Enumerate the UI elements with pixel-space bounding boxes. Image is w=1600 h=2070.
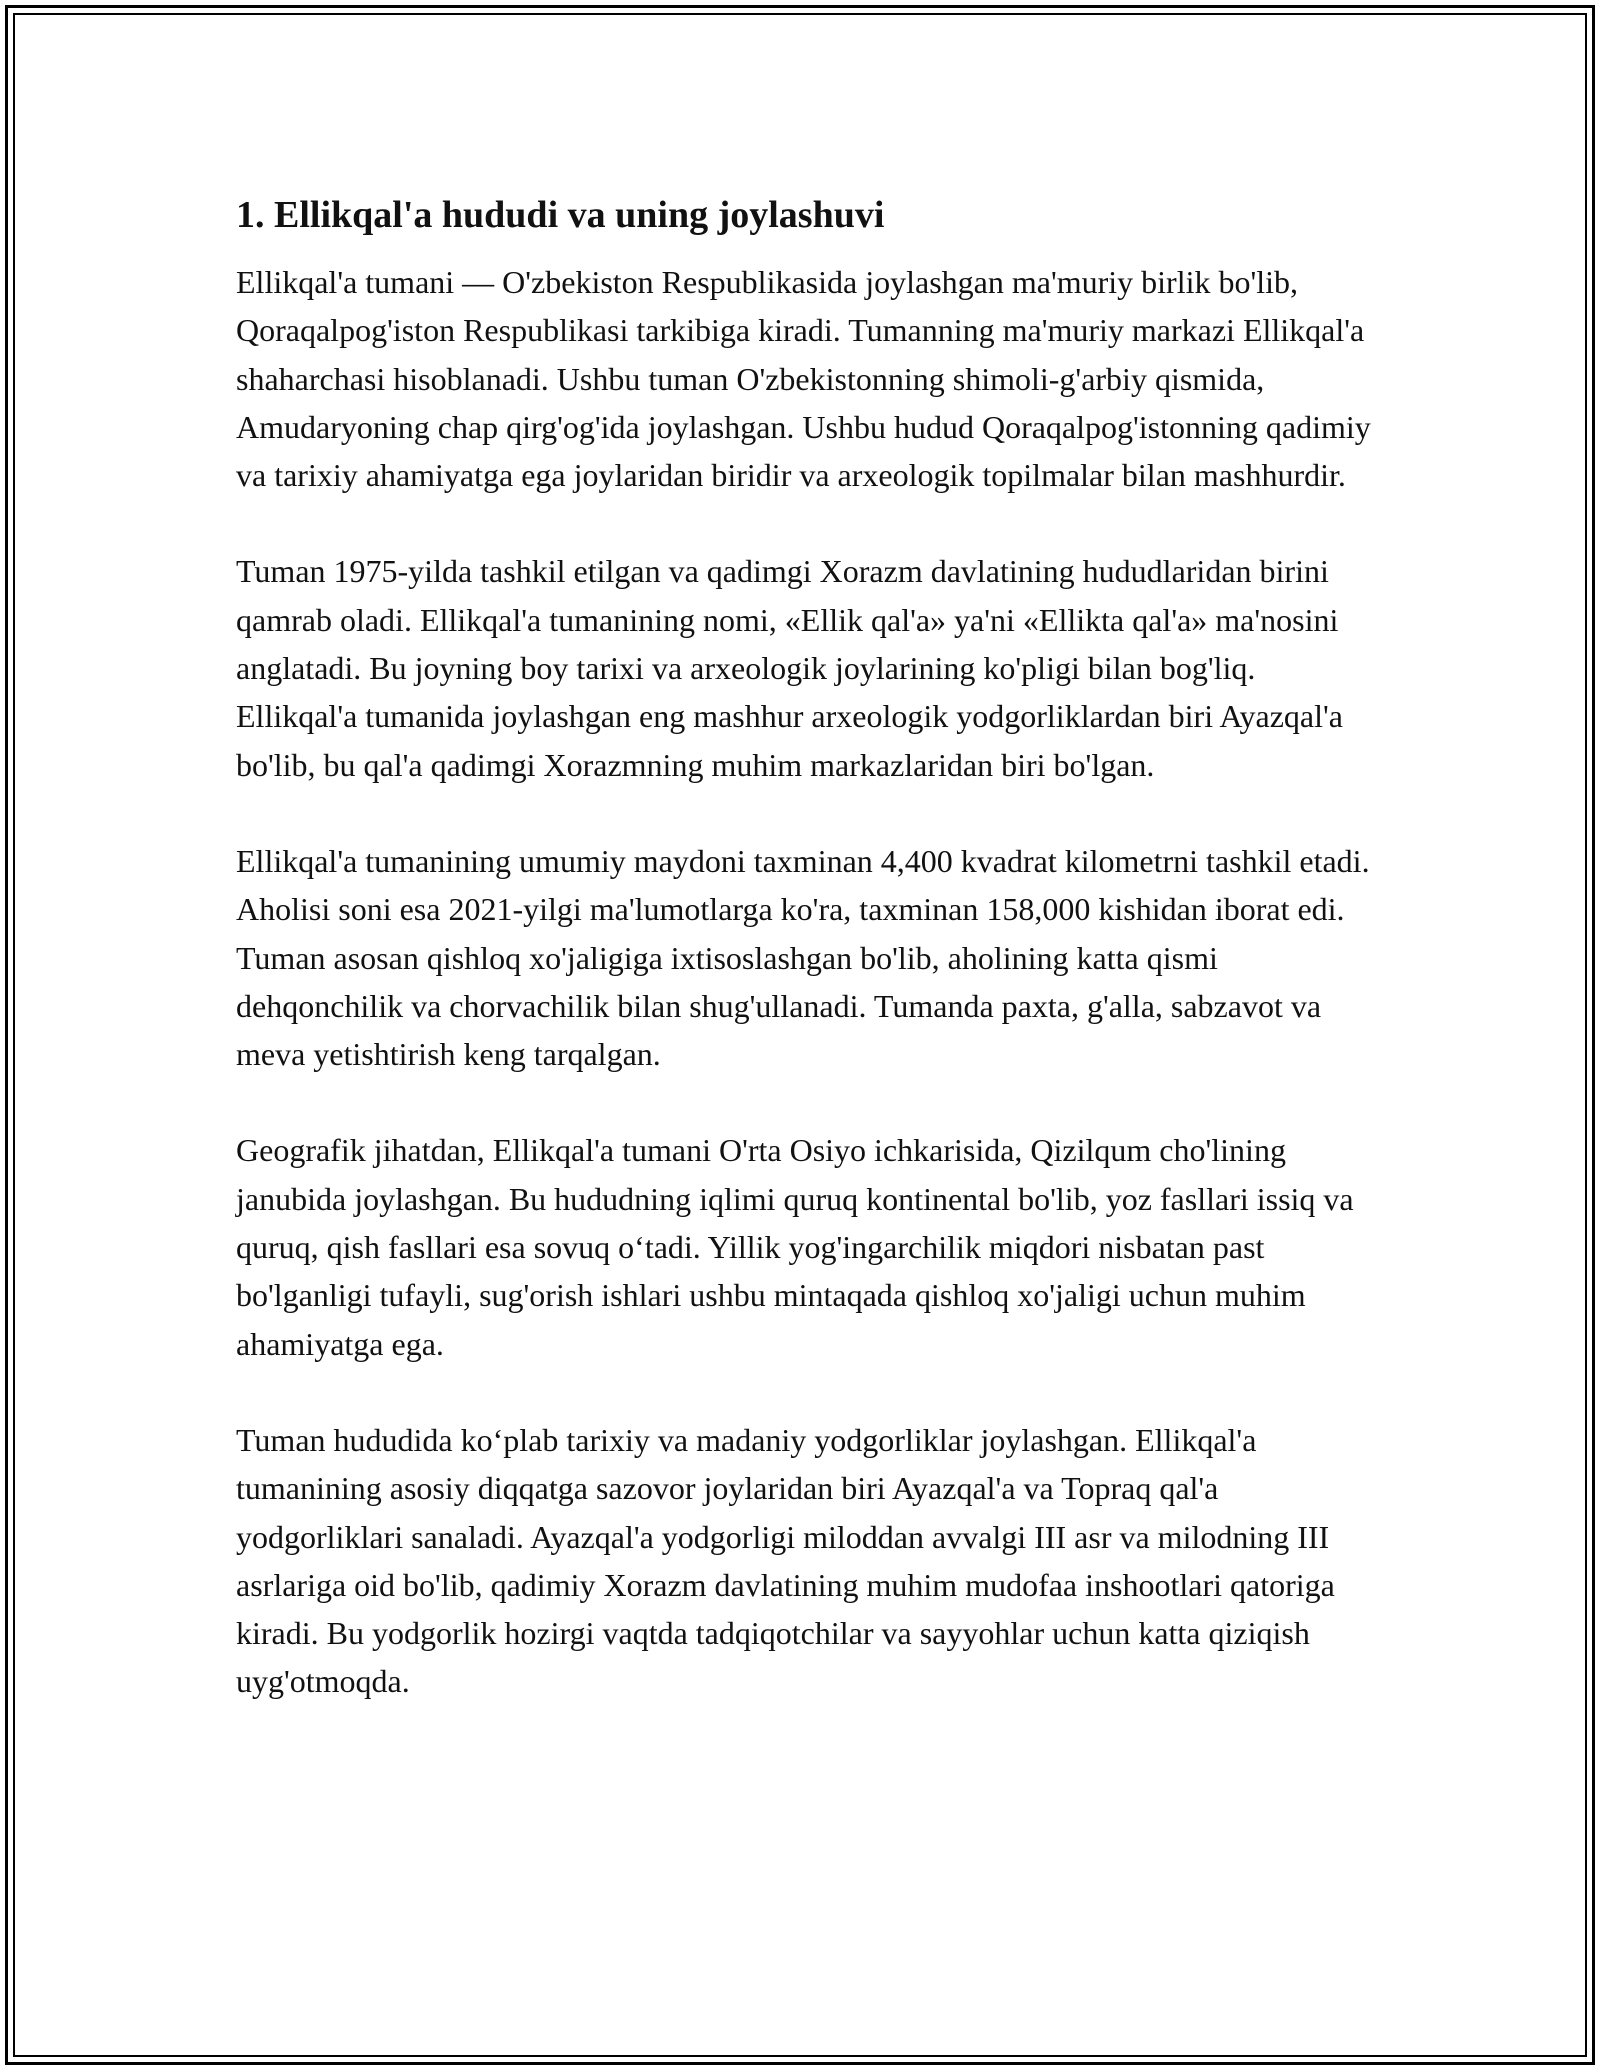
paragraph-location: Ellikqal'a tumani — O'zbekiston Respublikasida joylashgan ma'muriy birlik bo'lib, Qoraqalpog'iston Respublikasi tarkibiga kiradi. Tumanning ma'muriy markazi Ellikqal'a shaharchasi hisoblanadi. Ushbu tuman O'zbekistonning shimoli-g'arbiy qismida, Amudaryoning chap qirg'og'ida joylashgan. Ushbu hudud Qoraqalpog'istonning qadimiy va tarixiy ahamiyatga ega joylaridan biridir va arxeologik topilmalar bilan mashhurdir.	[236, 264, 1371, 494]
paragraph-geography-climate: Geografik jihatdan, Ellikqal'a tumani O'rta Osiyo ichkarisida, Qizilqum cho'lining janubida joylashgan. Bu hududning iqlimi quruq kontinental bo'lib, yoz fasllari issiq va quruq, qish fasllari esa sovuq oʻtadi. Yillik yog'ingarchilik miqdori nisbatan past bo'lganligi tufayli, sug'orish ishlari ushbu mintaqada qishloq xo'jaligi uchun muhim ahamiyatga ega.	[236, 1132, 1354, 1362]
paragraph-area-population: Ellikqal'a tumanining umumiy maydoni taxminan 4,400 kvadrat kilometrni tashkil etadi. Aholisi soni esa 2021-yilgi ma'lumotlarga ko'ra, taxminan 158,000 kishidan iborat edi. Tuman asosan qishloq xo'jaligiga ixtisoslashgan bo'lib, aholining katta qismi dehqonchilik va chorvachilik bilan shug'ullanadi. Tumanda paxta, g'alla, sabzavot va meva yetishtirish keng tarqalgan.	[236, 842, 1370, 1073]
section-heading: 1. Ellikqal'a hududi va uning joylashuvi	[236, 194, 885, 236]
paragraph-history: Tuman 1975-yilda tashkil etilgan va qadimgi Xorazm davlatining hududlaridan birini qamrab oladi. Ellikqal'a tumanining nomi, «Ellik qal'a» ya'ni «Ellikta qal'a» ma'nosini anglatadi. Bu joyning boy tarixi va arxeologik joylarining ko'pligi bilan bog'liq. Ellikqal'a tumanida joylashgan eng mashhur arxeologik yodgorliklardan biri Ayazqal'a bo'lib, bu qal'a qadimgi Xorazmning muhim markazlaridan biri bo'lgan.	[236, 553, 1343, 783]
paragraph-monuments: Tuman hududida koʻplab tarixiy va madaniy yodgorliklar joylashgan. Ellikqal'a tumanining asosiy diqqatga sazovor joylaridan biri Ayazqal'a va Topraq qal'a yodgorliklari sanaladi. Ayazqal'a yodgorligi miloddan avvalgi III asr va milodning III asrlariga oid bo'lib, qadimiy Xorazm davlatining muhim mudofaa inshootlari qatoriga kiradi. Bu yodgorlik hozirgi vaqtda tadqiqotchilar va sayyohlar uchun katta qiziqish uyg'otmoqda.	[236, 1421, 1335, 1700]
document-body	[236, 186, 1376, 1754]
